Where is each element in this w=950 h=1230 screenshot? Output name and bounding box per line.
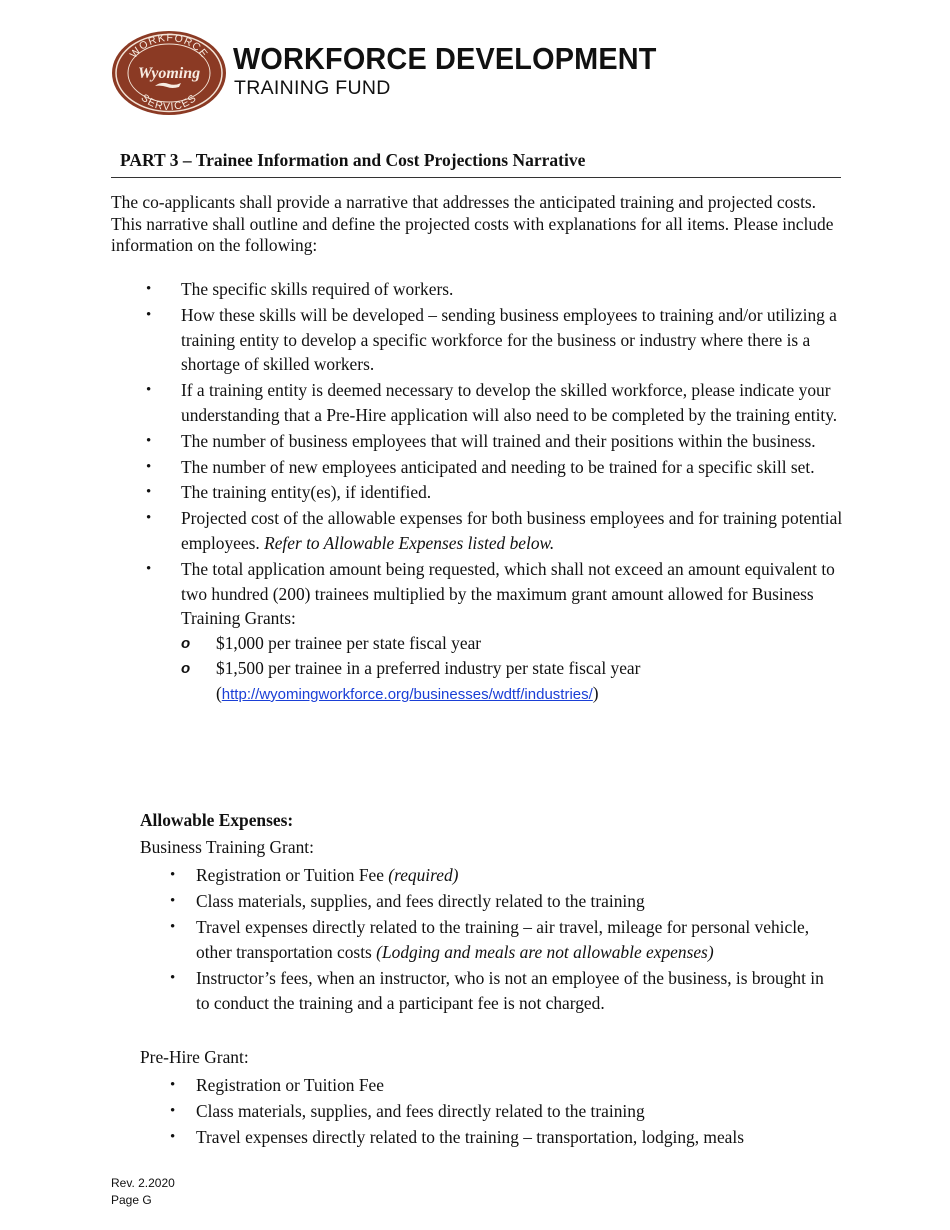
list-item: • The number of business employees that will trained and their positions within the business. [146,429,846,454]
bullet-icon: • [146,458,152,475]
list-item: • Registration or Tuition Fee (required) [170,863,840,888]
wyoming-workforce-services-seal [111,30,227,116]
page-footer [111,1175,175,1209]
bullet-icon: • [146,510,152,527]
preferred-industries-link[interactable]: http://wyomingworkforce.org/businesses/wdtf/industries/ [221,685,593,703]
requirements-list [146,277,846,709]
bullet-icon: • [146,281,152,297]
prehire-grant-label: Pre-Hire Grant: [140,1047,249,1067]
list-item: • The total application amount being requested, which shall not exceed an amount equivalent to two hundred (200) trainees multiplied by the maximum grant amount allowed for Business Training Grants: o $1,000 per trainee per state fiscal year o $1,500 per trainee in a preferred industry per state fiscal year (http://wyomingworkforce.org/businesses/wdtf/industries/) [146,557,846,708]
list-item: • The training entity(es), if identified. [146,480,846,505]
list-item: • Class materials, supplies, and fees directly related to the training [170,889,840,914]
brand-title: WORKFORCE DEVELOPMENT [233,41,657,76]
part-title: PART 3 – Trainee Information and Cost Projections Narrative [120,150,586,170]
list-item: • Travel expenses directly related to the training – transportation, lodging, meals [170,1125,840,1150]
list-item: • How these skills will be developed – sending business employees to training and/or utilizing a training entity to develop a specific workforce for the business or industry where there is a shortage of skilled workers. [146,304,837,375]
list-item: • Instructor’s fees, when an instructor, who is not an employee of the business, is brought in to conduct the training and a participant fee is not charged. [170,967,824,1013]
allowable-expenses-heading: Allowable Expenses: [140,810,294,830]
list-item: • Travel expenses directly related to the training – air travel, mileage for personal vehicle, other transportation costs (Lodging and meals are not allowable expenses) [170,916,810,962]
seal-center-text: Wyoming [137,65,201,82]
list-item: • Class materials, supplies, and fees directly related to the training [170,1099,840,1124]
circle-bullet-icon: o [181,659,191,677]
bullet-icon: • [170,1077,176,1093]
header [111,30,711,120]
list-item: • Projected cost of the allowable expenses for both business employees and for training potential employees. Refer to Allowable Expenses listed below. [146,508,843,553]
seal-top-text: WORKFORCE [127,31,211,61]
revision-label: Rev. 2.2020 [111,1176,175,1190]
bullet-icon: • [170,918,176,935]
bullet-icon: • [146,306,152,323]
brand-subtitle: TRAINING FUND [234,77,391,99]
bullet-icon: • [170,1102,176,1119]
bullet-icon: • [170,1128,176,1145]
business-expenses-list [170,863,840,1017]
seal-bottom-text: SERVICES [138,91,200,114]
list-item: • Registration or Tuition Fee [170,1073,840,1098]
page-number: Page G [111,1193,152,1207]
bullet-icon: • [146,382,152,399]
sub-list-item: o $1,500 per trainee in a preferred industry per state fiscal year (http://wyomingworkforce.org/businesses/wdtf/industries/) [181,657,641,703]
list-item: • The specific skills required of workers. [146,277,846,302]
intro-paragraph: The co-applicants shall provide a narrative that addresses the anticipated training and projected costs. This narrative shall outline and define the projected costs with explanations for all items. Please include information on the following: [111,192,834,255]
bullet-icon: • [170,867,176,883]
bullet-icon: • [170,892,176,909]
sub-list-item: o $1,000 per trainee per state fiscal year [181,631,846,656]
circle-bullet-icon: o [181,635,191,653]
title-divider [111,177,841,178]
bullet-icon: • [146,560,152,577]
business-grant-label: Business Training Grant: [140,837,314,857]
grant-amounts-list [181,631,846,707]
prehire-expenses-list [170,1073,840,1150]
list-item: • If a training entity is deemed necessary to develop the skilled workforce, please indicate your understanding that a Pre-Hire application will also need to be completed by the training entity. [146,380,838,425]
bullet-icon: • [146,432,152,449]
list-item: • The number of new employees anticipated and needing to be trained for a specific skill set. [146,455,846,480]
bullet-icon: • [170,969,176,986]
bullet-icon: • [146,484,152,501]
